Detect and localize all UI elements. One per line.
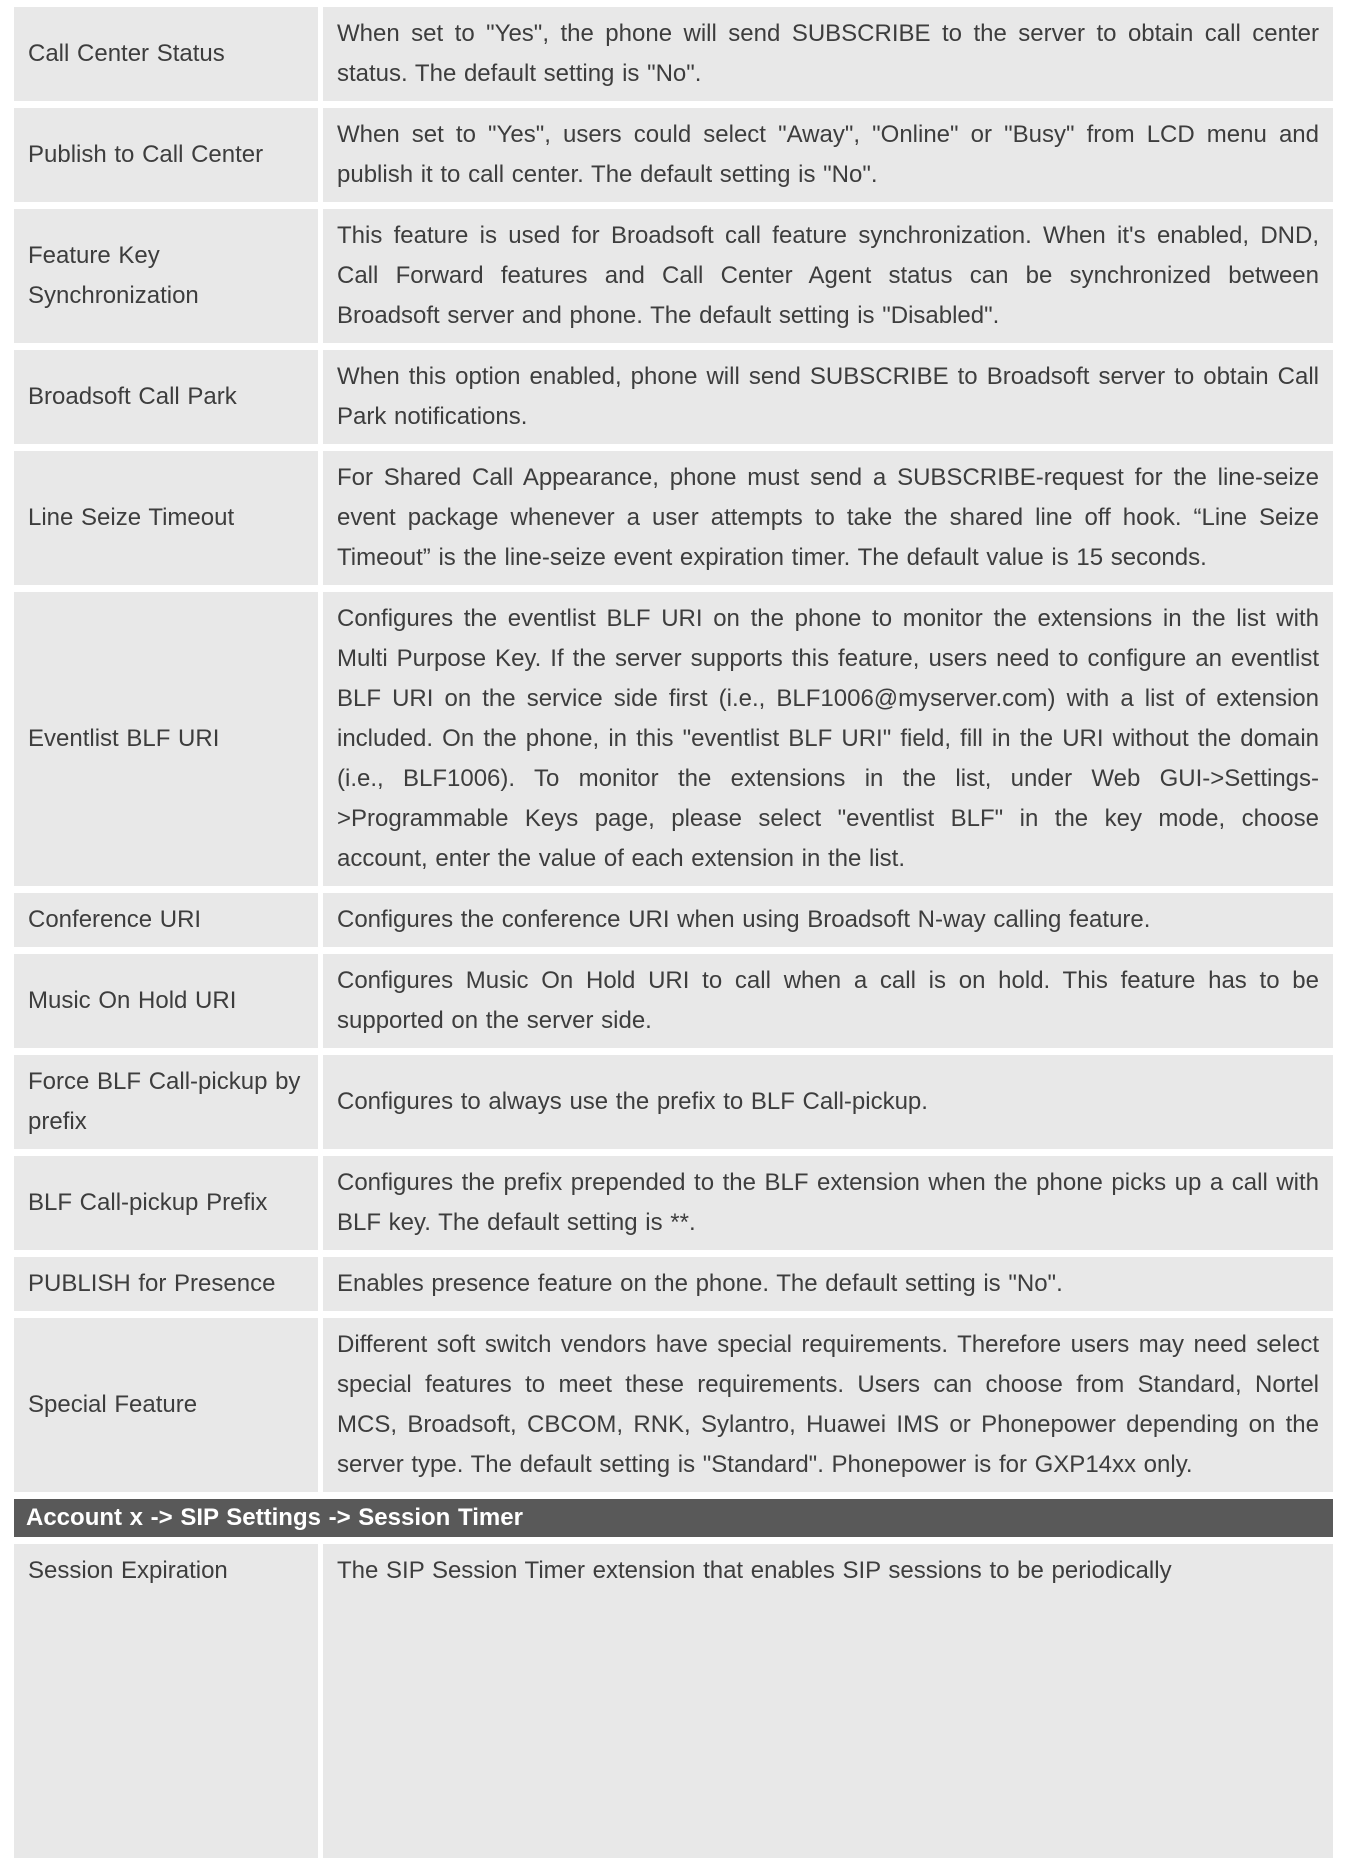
section-header: Account x -> SIP Settings -> Session Timer bbox=[14, 1499, 1333, 1537]
setting-description: Configures to always use the prefix to BLF Call-pickup. bbox=[323, 1055, 1333, 1149]
row-broadsoft-call-park bbox=[14, 350, 1333, 444]
setting-name: Call Center Status bbox=[14, 7, 318, 101]
setting-name: Publish to Call Center bbox=[14, 108, 318, 202]
row-music-on-hold-uri bbox=[14, 954, 1333, 1048]
setting-name: Music On Hold URI bbox=[14, 954, 318, 1048]
setting-description: When set to "Yes", users could select "Away", "Online" or "Busy" from LCD menu and publish it to call center. The default setting is "No". bbox=[323, 108, 1333, 202]
setting-description: Different soft switch vendors have special requirements. Therefore users may need select special features to meet these requirements. Users can choose from Standard, Nortel MCS, Broadsoft, CBCOM, RNK, Sylantro, Huawei IMS or Phonepower depending on the server type. The default setting is "Standard". Phonepower is for GXP14xx only. bbox=[323, 1318, 1333, 1492]
setting-name: Eventlist BLF URI bbox=[14, 592, 318, 886]
setting-description: Configures the prefix prepended to the BLF extension when the phone picks up a call with BLF key. The default setting is **. bbox=[323, 1156, 1333, 1250]
row-publish-to-call-center bbox=[14, 108, 1333, 202]
row-special-feature bbox=[14, 1318, 1333, 1492]
setting-name: Feature Key Synchronization bbox=[14, 209, 318, 343]
setting-description: Configures the eventlist BLF URI on the phone to monitor the extensions in the list with Multi Purpose Key. If the server supports this feature, users need to configure an eventlist BLF URI on the service side first (i.e., BLF1006@myserver.com) with a list of extension included. On the phone, in this "eventlist BLF URI" field, fill in the URI without the domain (i.e., BLF1006). To monitor the extensions in the list, under Web GUI->Settings->Programmable Keys page, please select "eventlist BLF" in the key mode, choose account, enter the value of each extension in the list. bbox=[323, 592, 1333, 886]
row-session-expiration bbox=[14, 1544, 1333, 1858]
row-force-blf-call-pickup-by-prefix bbox=[14, 1055, 1333, 1149]
row-call-center-status bbox=[14, 7, 1333, 101]
setting-description: Configures the conference URI when using Broadsoft N-way calling feature. bbox=[323, 893, 1333, 947]
row-publish-for-presence bbox=[14, 1257, 1333, 1311]
setting-name: Line Seize Timeout bbox=[14, 451, 318, 585]
setting-description: Enables presence feature on the phone. The default setting is "No". bbox=[323, 1257, 1333, 1311]
setting-name: Session Expiration bbox=[14, 1544, 318, 1858]
setting-description: For Shared Call Appearance, phone must send a SUBSCRIBE-request for the line-seize event package whenever a user attempts to take the shared line off hook. “Line Seize Timeout” is the line-seize event expiration timer. The default value is 15 seconds. bbox=[323, 451, 1333, 585]
setting-name: Conference URI bbox=[14, 893, 318, 947]
settings-table bbox=[9, 0, 1338, 1865]
setting-description: When set to "Yes", the phone will send SUBSCRIBE to the server to obtain call center status. The default setting is "No". bbox=[323, 7, 1333, 101]
setting-name: BLF Call-pickup Prefix bbox=[14, 1156, 318, 1250]
setting-description: When this option enabled, phone will send SUBSCRIBE to Broadsoft server to obtain Call Park notifications. bbox=[323, 350, 1333, 444]
setting-name: PUBLISH for Presence bbox=[14, 1257, 318, 1311]
row-blf-call-pickup-prefix bbox=[14, 1156, 1333, 1250]
setting-description: Configures Music On Hold URI to call when a call is on hold. This feature has to be supported on the server side. bbox=[323, 954, 1333, 1048]
setting-name: Broadsoft Call Park bbox=[14, 350, 318, 444]
row-line-seize-timeout bbox=[14, 451, 1333, 585]
setting-description: This feature is used for Broadsoft call feature synchronization. When it's enabled, DND, Call Forward features and Call Center Agent status can be synchronized between Broadsoft server and phone. The default setting is "Disabled". bbox=[323, 209, 1333, 343]
row-conference-uri bbox=[14, 893, 1333, 947]
section-header-row bbox=[14, 1499, 1333, 1537]
row-eventlist-blf-uri bbox=[14, 592, 1333, 886]
setting-name: Force BLF Call-pickup by prefix bbox=[14, 1055, 318, 1149]
row-feature-key-synchronization bbox=[14, 209, 1333, 343]
setting-name: Special Feature bbox=[14, 1318, 318, 1492]
setting-description: The SIP Session Timer extension that enables SIP sessions to be periodically bbox=[323, 1544, 1333, 1858]
